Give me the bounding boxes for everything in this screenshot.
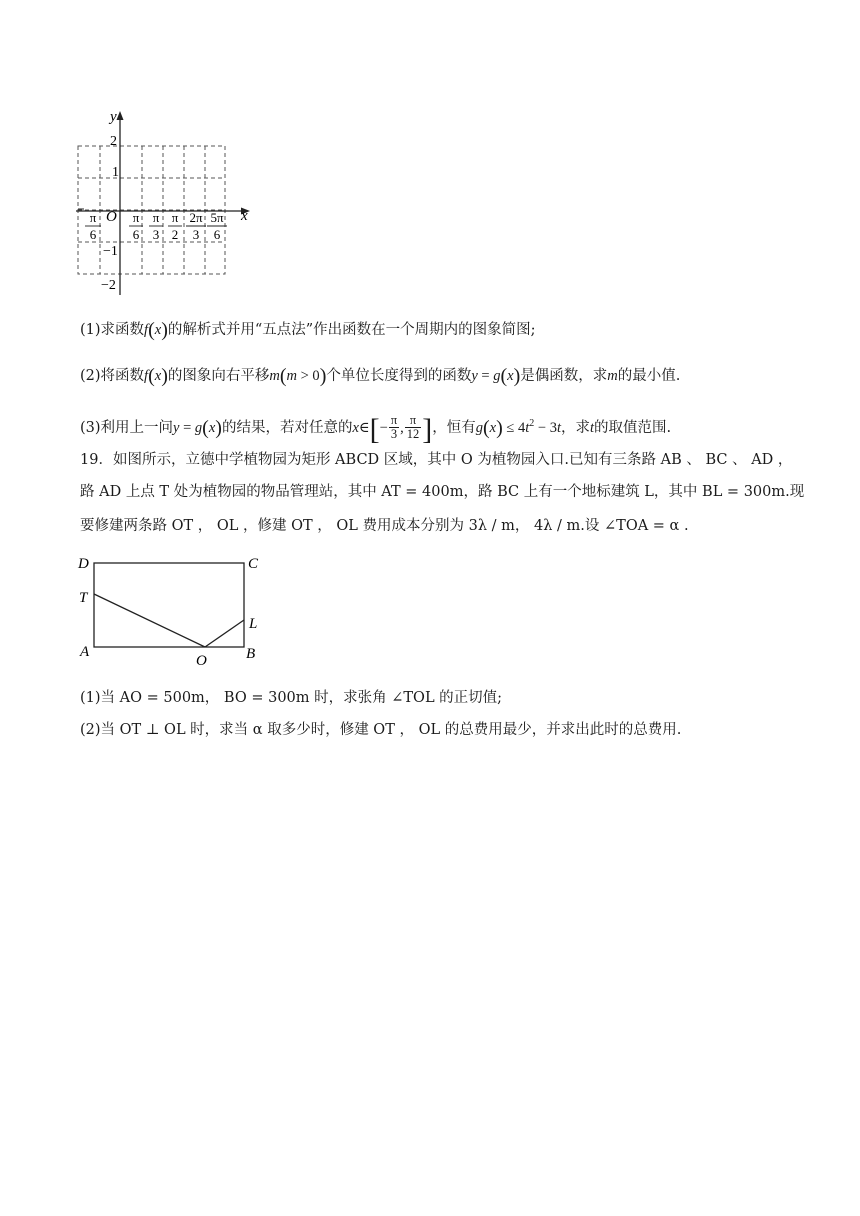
origin-label: O bbox=[106, 209, 117, 225]
label-C: C bbox=[248, 556, 259, 572]
y-tick-label: 1 bbox=[112, 165, 119, 180]
q19-stem-line1: 19．如图所示，立德中学植物园为矩形 ABCD 区域，其中 O 为植物园入口.已知有三条路 AB 、 BC 、 AD ， bbox=[80, 452, 793, 468]
x-axis-label: x bbox=[241, 208, 248, 224]
x-tick-denominator: 6 bbox=[89, 227, 97, 242]
x-tick-numerator: π bbox=[132, 210, 140, 225]
x-tick-denominator: 3 bbox=[152, 227, 160, 242]
garden-rectangle-diagram bbox=[74, 550, 274, 670]
x-tick-denominator: 6 bbox=[132, 227, 140, 242]
label-B: B bbox=[246, 646, 256, 662]
y-tick-label: −1 bbox=[103, 244, 118, 259]
label-L: L bbox=[249, 616, 258, 632]
y-axis-label: y bbox=[110, 109, 117, 125]
q19-stem-line3: 要修建两条路 OT ， OL ，修建 OT ， OL 费用成本分别为 3λ / m， 4λ / m.设 ∠TOA = α . bbox=[80, 518, 689, 534]
q19-part1: (1)当 AO = 500m， BO = 300m 时，求张角 ∠TOL 的正切值; bbox=[80, 690, 503, 706]
x-tick-numerator: π bbox=[171, 210, 179, 225]
x-tick-numerator: π bbox=[89, 210, 97, 225]
x-tick-denominator: 2 bbox=[171, 227, 179, 242]
y-tick-label: −2 bbox=[101, 278, 116, 293]
q18-part2: (2)将函数f(x)的图象向右平移m(m > 0)个单位长度得到的函数y = g(x)是偶函数，求m的最小值. bbox=[80, 365, 681, 387]
q18-part3: (3)利用上一问y = g(x)的结果，若对任意的x∈[− $\frac{\pi}{3}$ , $\frac{\pi}{12}$ ]，恒有$g(x) \le 4t^2 - 3t$，求t的取值范围. bbox=[80, 412, 672, 446]
label-O: O bbox=[196, 653, 207, 669]
y-axis-arrow bbox=[117, 111, 124, 120]
path-OT bbox=[94, 594, 205, 647]
label-D: D bbox=[78, 556, 89, 572]
q19-stem-line2: 路 AD 上点 T 处为植物园的物品管理站，其中 AT = 400m，路 BC 上有一个地标建筑 L，其中 BL = 300m.现 bbox=[80, 484, 805, 500]
x-tick-denominator: 6 bbox=[213, 227, 221, 242]
x-tick-numerator: 5π bbox=[210, 210, 224, 225]
q19-part2: (2)当 OT ⊥ OL 时，求当 α 取多少时，修建 OT ， OL 的总费用最少，并求出此时的总费用. bbox=[80, 722, 682, 738]
label-T: T bbox=[79, 590, 88, 606]
x-tick-numerator: π bbox=[152, 210, 160, 225]
function-grid-graph bbox=[70, 105, 260, 305]
y-tick-label: 2 bbox=[110, 134, 117, 149]
q18-part1: (1)求函数f(x)的解析式并用“五点法”作出函数在一个周期内的图象简图; bbox=[80, 319, 536, 341]
x-tick-denominator: 3 bbox=[192, 227, 200, 242]
x-tick-numerator: 2π bbox=[189, 210, 203, 225]
label-A: A bbox=[80, 644, 90, 660]
path-OL bbox=[205, 620, 244, 647]
